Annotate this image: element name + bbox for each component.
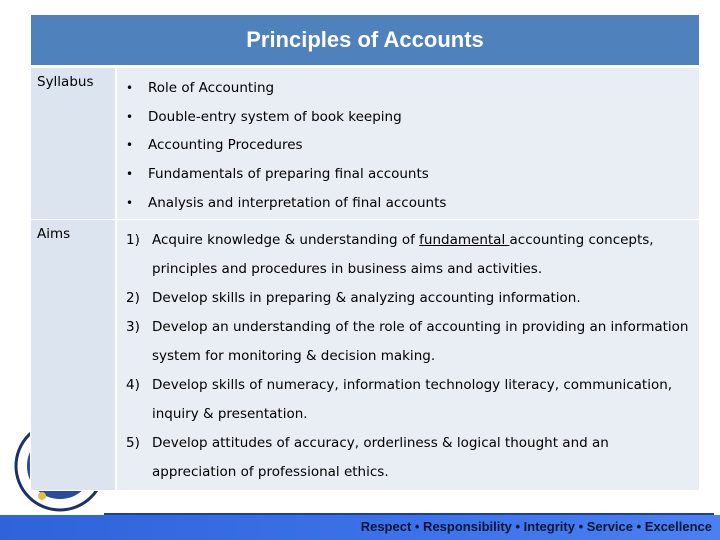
- page-title: Principles of Accounts: [31, 15, 699, 67]
- aim-text: Develop skills of numeracy, information technology literacy, communication, inquiry & presentation.: [152, 377, 673, 422]
- syllabus-item-text: Double-entry system of book keeping: [148, 108, 402, 125]
- syllabus-list: [117, 68, 699, 217]
- aim-item: [126, 371, 689, 429]
- aim-number: 2): [126, 290, 140, 306]
- syllabus-label: Syllabus: [31, 68, 117, 219]
- aim-text-part: accounting concepts, principles and procedures in business aims and activities.: [152, 232, 654, 277]
- aims-row: [31, 219, 699, 490]
- values-bar: [0, 515, 720, 540]
- syllabus-row: [31, 67, 699, 219]
- school-values: Respect • Responsibility • Integrity • Service • Excellence: [360, 519, 712, 534]
- aims-content: [117, 220, 699, 490]
- bullet-icon: •: [126, 167, 134, 182]
- aim-item: [126, 429, 689, 487]
- syllabus-item-text: Fundamentals of preparing final accounts: [148, 166, 429, 183]
- bullet-icon: •: [126, 81, 134, 96]
- syllabus-item-text: Accounting Procedures: [148, 137, 303, 154]
- bullet-icon: •: [126, 195, 134, 210]
- syllabus-table: [30, 14, 700, 491]
- aim-text: Develop an understanding of the role of accounting in providing an information system for monitoring & decision making.: [152, 319, 689, 364]
- aim-item: [126, 226, 689, 284]
- aims-list: [117, 220, 699, 487]
- school-motto: A SCHOOL OF HIGH STANDARDS, QUALITY LEARNING & HOLISTIC DEVELOPMENT: [128, 492, 692, 508]
- aim-text: Develop skills in preparing & analyzing accounting information.: [152, 290, 581, 306]
- syllabus-item-text: Role of Accounting: [148, 80, 275, 97]
- syllabus-item: [126, 188, 699, 217]
- bullet-icon: •: [126, 109, 134, 124]
- syllabus-item: [126, 131, 699, 160]
- aim-number: 5): [126, 435, 140, 451]
- aim-number: 1): [126, 232, 140, 248]
- aim-number: 4): [126, 377, 140, 393]
- bullet-icon: •: [126, 138, 134, 153]
- aims-label: Aims: [31, 220, 117, 490]
- syllabus-item: [126, 103, 699, 132]
- aim-text-part: Acquire knowledge & understanding of: [152, 232, 420, 248]
- syllabus-item: [126, 160, 699, 189]
- aim-item: [126, 284, 689, 313]
- syllabus-content: [117, 68, 699, 219]
- aim-item: [126, 313, 689, 371]
- syllabus-item-text: Analysis and interpretation of final accounts: [148, 194, 447, 211]
- aim-text-underlined: fundamental: [419, 232, 510, 248]
- aim-number: 3): [126, 319, 140, 335]
- aim-text: [152, 226, 689, 284]
- syllabus-item: [126, 74, 699, 103]
- aim-text: Develop attitudes of accuracy, orderliness & logical thought and an appreciation of professional ethics.: [152, 435, 609, 480]
